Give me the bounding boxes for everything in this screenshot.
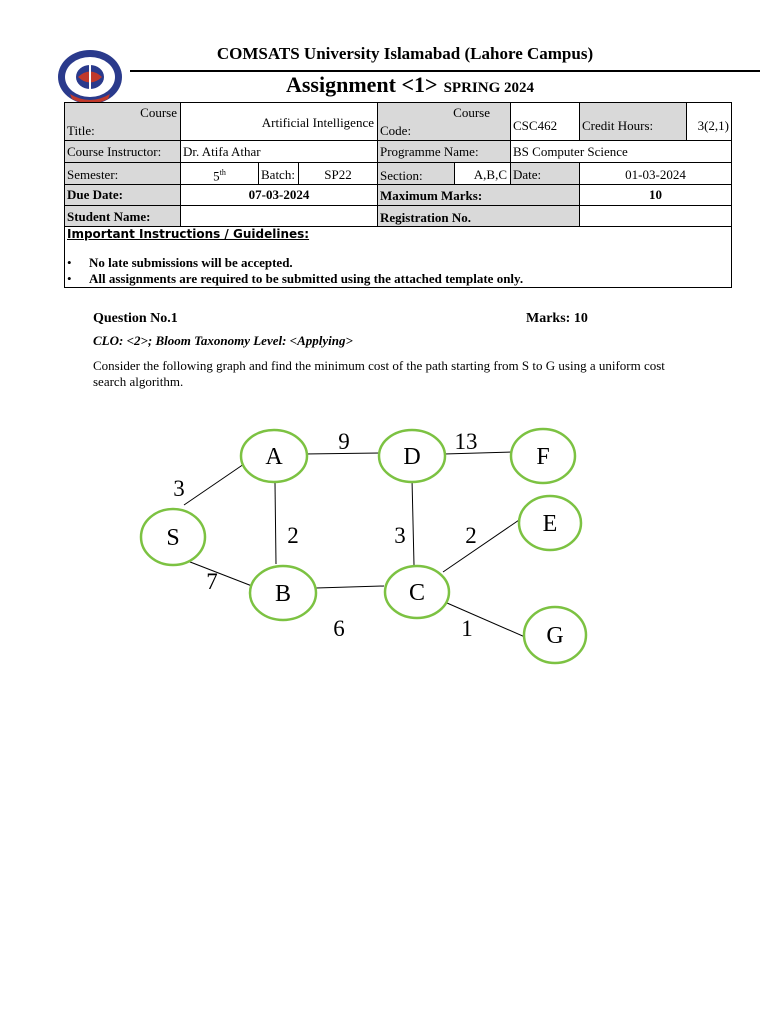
- due-date-value: 07-03-2024: [181, 185, 378, 206]
- question-marks: Marks: 10: [526, 311, 588, 326]
- node-f: [511, 429, 575, 483]
- section-label: Section:: [378, 163, 455, 185]
- course-code-value: CSC462: [513, 118, 558, 133]
- edge-weight-a-b: 2: [287, 523, 299, 548]
- programme-label: Programme Name:: [378, 141, 511, 163]
- edge-weight-d-f: 13: [454, 429, 478, 454]
- edge-c-g: [447, 603, 525, 637]
- edge-weight-b-c: 6: [333, 616, 345, 641]
- course-title-label-cell: [65, 103, 181, 141]
- assignment-title: [130, 72, 690, 98]
- edge-weight-d-c: 3: [394, 523, 406, 548]
- course-title-value: Artificial Intelligence: [261, 115, 374, 130]
- node-c: [385, 566, 449, 618]
- edge-d-c: [412, 479, 414, 565]
- edge-c-e: [443, 518, 522, 572]
- edge-s-a: [184, 464, 244, 505]
- edge-b-c: [316, 586, 384, 588]
- university-name: COMSATS University Islamabad (Lahore Campus): [216, 44, 594, 63]
- programme-value: BS Computer Science: [511, 141, 731, 163]
- university-logo: [56, 48, 124, 106]
- credit-hours-value-cell: [687, 103, 731, 141]
- edge-weight-s-a: 3: [173, 476, 185, 501]
- bullet-icon: •: [67, 255, 72, 270]
- credit-hours-label: Credit Hours:: [582, 118, 654, 133]
- max-marks-value: 10: [580, 185, 731, 206]
- course-code-value-cell: [511, 103, 580, 141]
- credit-hours-value: 3(2,1): [697, 118, 729, 133]
- instruction-item: [67, 255, 293, 271]
- batch-value: SP22: [299, 163, 378, 185]
- node-label: F: [536, 444, 550, 470]
- instructions-heading: Important Instructions / Guidelines:: [67, 227, 310, 241]
- node-a: [241, 430, 307, 482]
- course-title-value-cell: [181, 103, 378, 141]
- edge-weight-a-d: 9: [338, 429, 350, 454]
- credit-hours-label-cell: [580, 103, 687, 141]
- edge-weight-s-b: 7: [206, 569, 218, 594]
- due-date-label: Due Date:: [65, 185, 181, 206]
- search-graph: [0, 400, 768, 680]
- course-info-table: [64, 102, 732, 288]
- date-label: Date:: [511, 163, 580, 185]
- edge-s-b: [185, 560, 252, 586]
- node-label: S: [166, 525, 180, 551]
- max-marks-label: Maximum Marks:: [378, 185, 580, 206]
- instruction-item: [67, 271, 523, 287]
- edge-weight-c-e: 2: [465, 523, 477, 548]
- bullet-icon: •: [67, 271, 72, 286]
- semester-value: [181, 163, 259, 185]
- instructions-section: [65, 227, 731, 287]
- student-name-field[interactable]: [181, 206, 378, 227]
- instructor-label: Course Instructor:: [65, 141, 181, 163]
- assignment-number: Assignment <1>: [285, 72, 438, 97]
- node-s: [141, 509, 205, 565]
- edge-a-b: [275, 483, 276, 564]
- course-title-label-top: Course: [140, 105, 177, 120]
- node-label: D: [403, 444, 421, 470]
- question-text: Consider the following graph and find the minimum cost of the path starting from S to G using a uniform cost search algorithm.: [93, 358, 665, 389]
- course-code-label-top: Course: [453, 105, 490, 120]
- node-label: E: [542, 511, 558, 537]
- node-label: A: [265, 444, 283, 470]
- registration-field[interactable]: [580, 206, 731, 227]
- node-b: [250, 566, 316, 620]
- instructor-value: Dr. Atifa Athar: [181, 141, 378, 163]
- semester-term: SPRING 2024: [443, 80, 535, 96]
- node-label: C: [408, 580, 426, 606]
- node-e: [519, 496, 581, 550]
- course-code-label-cell: [378, 103, 511, 141]
- student-name-label: Student Name:: [65, 206, 181, 227]
- edge-weight-c-g: 1: [461, 616, 473, 641]
- semester-label: Semester:: [65, 163, 181, 185]
- question-label: Question No.1: [93, 311, 178, 326]
- node-g: [524, 607, 586, 663]
- course-title-label-bottom: Title:: [67, 123, 95, 138]
- semester-number: 5: [213, 168, 220, 184]
- node-label: B: [274, 581, 292, 607]
- node-d: [379, 430, 445, 482]
- clo-line: CLO: <2>; Bloom Taxonomy Level: <Applying>: [93, 333, 353, 348]
- section-value: A,B,C: [455, 163, 511, 185]
- date-value: 01-03-2024: [580, 163, 731, 185]
- registration-label: Registration No.: [378, 206, 580, 227]
- node-label: G: [546, 623, 564, 649]
- course-code-label-bottom: Code:: [380, 123, 412, 138]
- instruction-text: All assignments are required to be submitted using the attached template only.: [89, 271, 524, 286]
- instruction-text: No late submissions will be accepted.: [89, 255, 293, 270]
- batch-label: Batch:: [259, 163, 299, 185]
- semester-suffix: th: [219, 168, 226, 177]
